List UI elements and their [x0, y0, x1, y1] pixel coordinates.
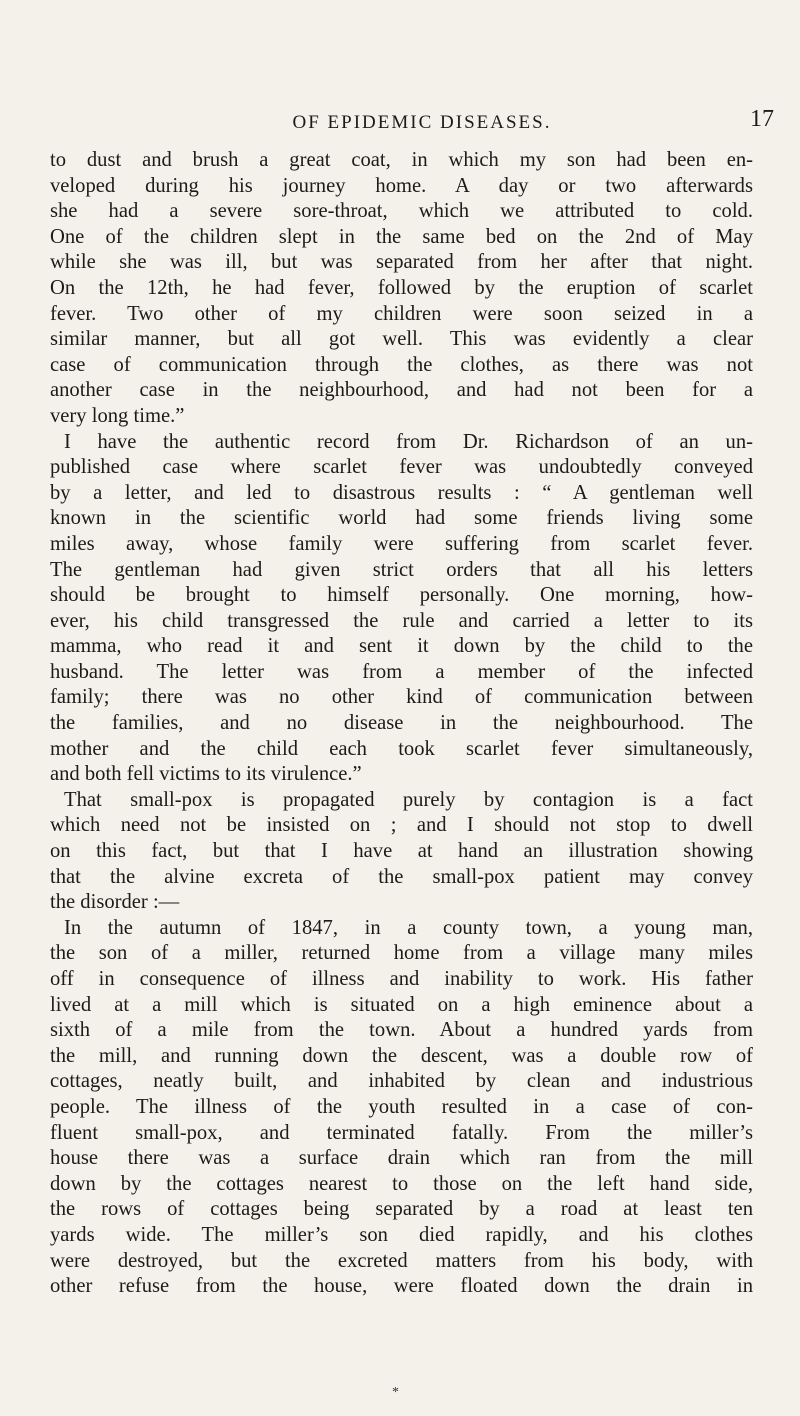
- text-line: similar manner, but all got well. This was evidently a clear: [50, 328, 753, 351]
- text-line: very long time.”: [50, 404, 185, 427]
- body-text: [50, 148, 753, 1300]
- page-number: 17: [750, 106, 774, 132]
- text-line: cottages, neatly built, and inhabited by clean and industrious: [50, 1070, 753, 1093]
- text-line: In the autumn of 1847, in a county town, a young man,: [64, 916, 753, 939]
- text-line: she had a severe sore-throat, which we attributed to cold.: [50, 200, 753, 223]
- text-line: mother and the child each took scarlet fever simultaneously,: [50, 737, 753, 760]
- text-line: yards wide. The miller’s son died rapidly, and his clothes: [50, 1223, 753, 1246]
- text-line: which need not be insisted on ; and I should not stop to dwell: [50, 814, 753, 837]
- text-line: off in consequence of illness and inability to work. His father: [50, 968, 753, 990]
- text-line: published case where scarlet fever was undoubtedly conveyed: [50, 456, 753, 479]
- text-line: known in the scientific world had some friends living some: [50, 507, 753, 530]
- text-line: veloped during his journey home. A day or two afterwards: [50, 174, 753, 197]
- text-line: mamma, who read it and sent it down by the child to the: [50, 635, 753, 658]
- text-line: I have the authentic record from Dr. Richardson of an un-: [64, 430, 753, 453]
- text-line: the son of a miller, returned home from a village many miles: [50, 942, 753, 965]
- text-line: One of the children slept in the same bed on the 2nd of May: [50, 225, 753, 248]
- text-line: and both fell victims to its virulence.”: [50, 763, 362, 786]
- text-line: The gentleman had given strict orders that all his letters: [50, 558, 753, 581]
- text-line: miles away, whose family were suffering from scarlet fever.: [50, 532, 753, 555]
- text-line: ever, his child transgressed the rule and carried a letter to its: [50, 609, 753, 632]
- text-line: by a letter, and led to disastrous results : “ A gentleman well: [50, 481, 753, 504]
- text-line: lived at a mill which is situated on a high eminence about a: [50, 993, 753, 1016]
- text-line: that the alvine excreta of the small-pox patient may convey: [50, 865, 753, 888]
- text-line: should be brought to himself personally. One morning, how-: [50, 584, 753, 607]
- text-line: other refuse from the house, were floated down the drain in: [50, 1275, 753, 1298]
- text-line: the mill, and running down the descent, was a double row of: [50, 1044, 753, 1067]
- text-line: fluent small-pox, and terminated fatally. From the miller’s: [50, 1121, 753, 1144]
- text-line: down by the cottages nearest to those on the left hand side,: [50, 1172, 753, 1195]
- running-title: OF EPIDEMIC DISEASES.: [292, 112, 552, 133]
- running-head: [62, 106, 782, 142]
- text-line: to dust and brush a great coat, in which my son had been en-: [50, 149, 753, 171]
- text-line: sixth of a mile from the town. About a hundred yards from: [50, 1019, 753, 1042]
- text-line: family; there was no other kind of communication between: [50, 686, 753, 709]
- text-line: the rows of cottages being separated by a road at least ten: [50, 1198, 753, 1221]
- text-line: fever. Two other of my children were soon seized in a: [50, 302, 753, 325]
- text-line: on this fact, but that I have at hand an illustration showing: [50, 840, 753, 863]
- text-line: house there was a surface drain which ran from the mill: [50, 1147, 753, 1170]
- text-line: the disorder :—: [50, 891, 180, 914]
- text-line: were destroyed, but the excreted matters from his body, with: [50, 1249, 753, 1272]
- text-line: case of communication through the clothes, as there was not: [50, 353, 753, 376]
- text-line: another case in the neighbourhood, and had not been for a: [50, 379, 753, 402]
- text-line: the families, and no disease in the neighbourhood. The: [50, 712, 753, 735]
- text-line: husband. The letter was from a member of the infected: [50, 660, 753, 683]
- text-line: That small-pox is propagated purely by contagion is a fact: [64, 788, 753, 811]
- signature-mark: *: [392, 1385, 399, 1400]
- text-line: while she was ill, but was separated from her after that night.: [50, 251, 753, 274]
- text-line: people. The illness of the youth resulted in a case of con-: [50, 1095, 753, 1118]
- text-line: On the 12th, he had fever, followed by the eruption of scarlet: [50, 276, 753, 299]
